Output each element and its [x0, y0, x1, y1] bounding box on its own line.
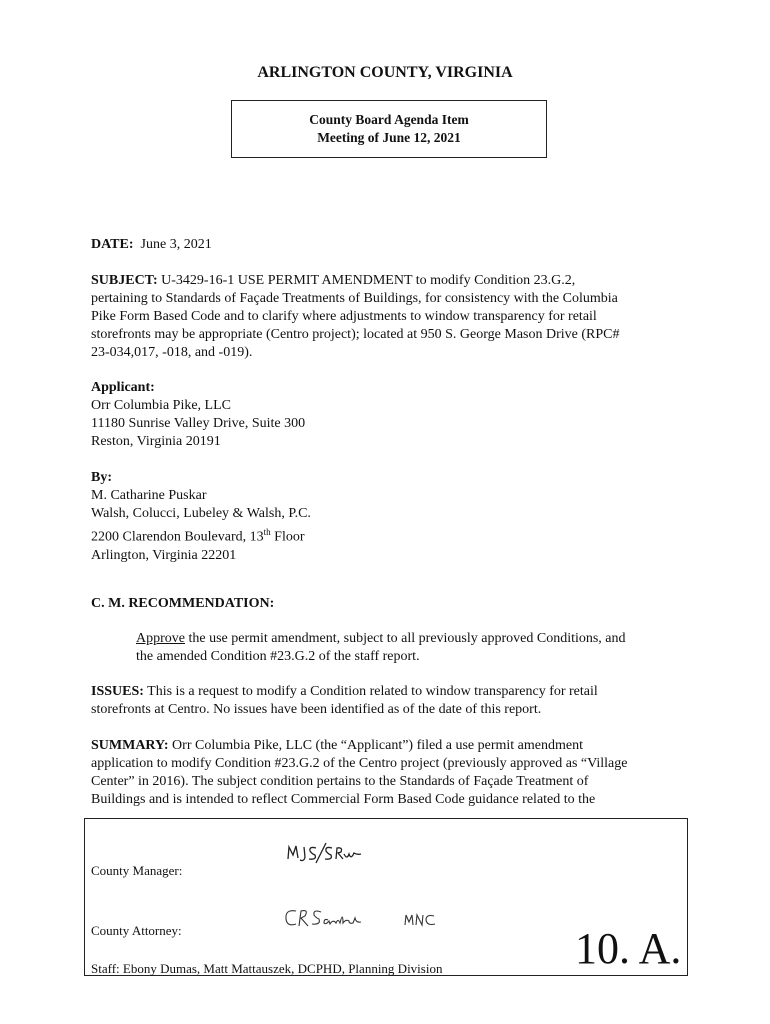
representative-firm: Walsh, Colucci, Lubeley & Walsh, P.C.	[91, 506, 311, 521]
issues-block: ISSUES: This is a request to modify a Condition related to window transparency for retail storefronts at Centro. No issues have been identified as of the date of this report.	[91, 684, 598, 717]
representative-address-1: 2200 Clarendon Boulevard, 13th Floor	[91, 527, 305, 545]
subject-line-2: pertaining to Standards of Façade Treatments of Buildings, for consistency with the Columbia	[91, 291, 618, 306]
representative-address-2: Arlington, Virginia 22201	[91, 547, 237, 563]
recommendation-text: Approve the use permit amendment, subject to all previously approved Conditions, and the amended Condition #23.G.2 of the staff report.	[136, 631, 626, 664]
applicant-name: Orr Columbia Pike, LLC	[91, 398, 231, 413]
applicant-block	[91, 379, 305, 451]
applicant-address-1: 11180 Sunrise Valley Drive, Suite 300	[91, 416, 306, 431]
date-line	[91, 236, 212, 254]
county-manager-label: County Manager:	[91, 863, 183, 878]
subject-label: SUBJECT:	[91, 273, 158, 288]
county-attorney-initials	[403, 912, 437, 928]
agenda-item-box	[231, 100, 547, 158]
applicant-label: Applicant:	[91, 380, 155, 395]
representative-name: M. Catharine Puskar	[91, 488, 207, 503]
subject-block	[91, 272, 691, 362]
by-label: By:	[91, 470, 112, 485]
subject-line-5: 23-034,017, -018, and -019).	[91, 345, 253, 360]
applicant-address-2: Reston, Virginia 20191	[91, 434, 221, 449]
issues-label: ISSUES:	[91, 684, 144, 699]
agenda-item-number: 10. A.	[575, 924, 682, 973]
county-attorney-label: County Attorney:	[91, 923, 182, 938]
county-attorney-signature	[283, 905, 365, 931]
document-title: ARLINGTON COUNTY, VIRGINIA	[257, 64, 513, 81]
summary-block: SUMMARY: Orr Columbia Pike, LLC (the “Applicant”) filed a use permit amendment application to modify Condition #23.G.2 of the Centro project (previously approved as “Village Center” in 2016). The subject condition pertains to the Standards of Façade Treatment of Buildings and is intended to reflect Commercial Form Based Code guidance related to the	[91, 738, 628, 807]
recommendation-heading: C. M. RECOMMENDATION:	[91, 596, 275, 611]
signoff-box	[84, 818, 688, 976]
subject-line-3: Pike Form Based Code and to clarify where adjustments to window transparency for retail	[91, 309, 597, 324]
by-block	[91, 469, 311, 565]
summary-label: SUMMARY:	[91, 738, 169, 753]
approve-word: Approve	[136, 631, 185, 646]
subject-line-1: SUBJECT: U-3429-16-1 USE PERMIT AMENDMENT to modify Condition 23.G.2,	[91, 273, 576, 288]
date-value: June 3, 2021	[140, 237, 212, 252]
county-manager-signature	[285, 841, 365, 867]
agenda-item-label: County Board Agenda Item	[309, 112, 469, 127]
meeting-date: Meeting of June 12, 2021	[317, 130, 461, 145]
subject-line-4: storefronts may be appropriate (Centro project); located at 950 S. George Mason Drive (RPC#	[91, 327, 620, 342]
date-label: DATE:	[91, 237, 134, 252]
staff-line: Staff: Ebony Dumas, Matt Mattauszek, DCPHD, Planning Division	[91, 961, 443, 976]
